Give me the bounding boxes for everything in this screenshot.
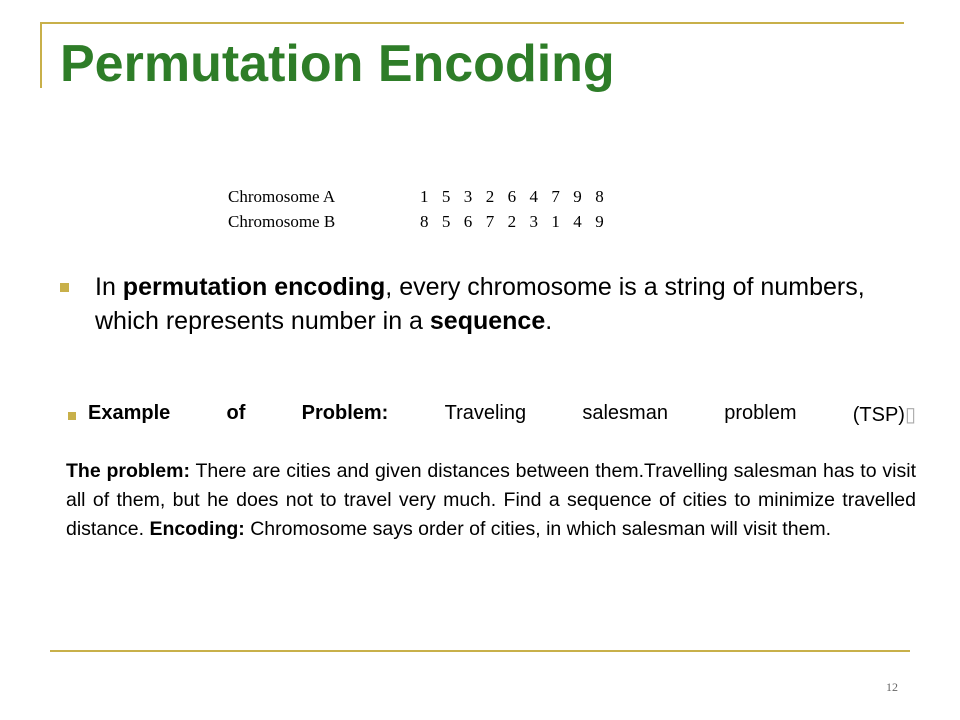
text-run: .	[545, 307, 553, 335]
encoding-text: Chromosome says order of cities, in which salesman will visit them.	[244, 518, 832, 540]
problem-paragraph	[66, 457, 916, 544]
chromosome-genes: 1 5 3 2 6 4 7 9 8	[420, 186, 604, 206]
chromosome-name: Chromosome A	[228, 186, 336, 206]
problem-text: There are cities and given distances between them.Travelling salesman has to visit all of them, but he does not to travel very much. Find a sequence of cities to minimize travelled distance.	[66, 460, 916, 540]
missing-glyph-icon: ▯	[904, 404, 916, 426]
chromosome-name: Chromosome B	[228, 211, 336, 231]
main-bullet-text	[95, 270, 880, 338]
top-rule	[40, 22, 904, 24]
left-rule	[40, 22, 42, 88]
bold-run: sequence	[429, 307, 546, 335]
page-number: 12	[886, 680, 898, 694]
bullet-square-icon	[68, 412, 76, 420]
bullet-square-icon	[60, 283, 69, 292]
chromosome-table	[228, 184, 604, 234]
encoding-label: Encoding:	[149, 518, 245, 540]
page-title: Permutation Encoding	[60, 35, 615, 93]
example-word: of	[226, 402, 246, 424]
bottom-rule	[50, 650, 910, 652]
chromosome-row-b	[228, 209, 604, 234]
example-word	[853, 402, 916, 427]
example-word: salesman	[582, 402, 668, 424]
example-word: Example	[88, 402, 171, 424]
main-bullet	[60, 270, 880, 338]
example-bullet	[68, 402, 916, 427]
text-run: In	[95, 273, 123, 301]
example-word-text: (TSP)	[852, 404, 905, 426]
example-word: problem	[724, 402, 797, 424]
bold-run: permutation encoding	[122, 273, 386, 301]
chromosome-row-a	[228, 184, 604, 209]
example-word: Traveling	[444, 402, 527, 424]
problem-label: The problem:	[66, 460, 190, 482]
example-word: Problem:	[301, 402, 389, 424]
example-line	[88, 402, 916, 427]
text-run: , every chromosome is a string of numbers, which represents number in a	[95, 273, 865, 335]
chromosome-genes: 8 5 6 7 2 3 1 4 9	[420, 211, 604, 231]
